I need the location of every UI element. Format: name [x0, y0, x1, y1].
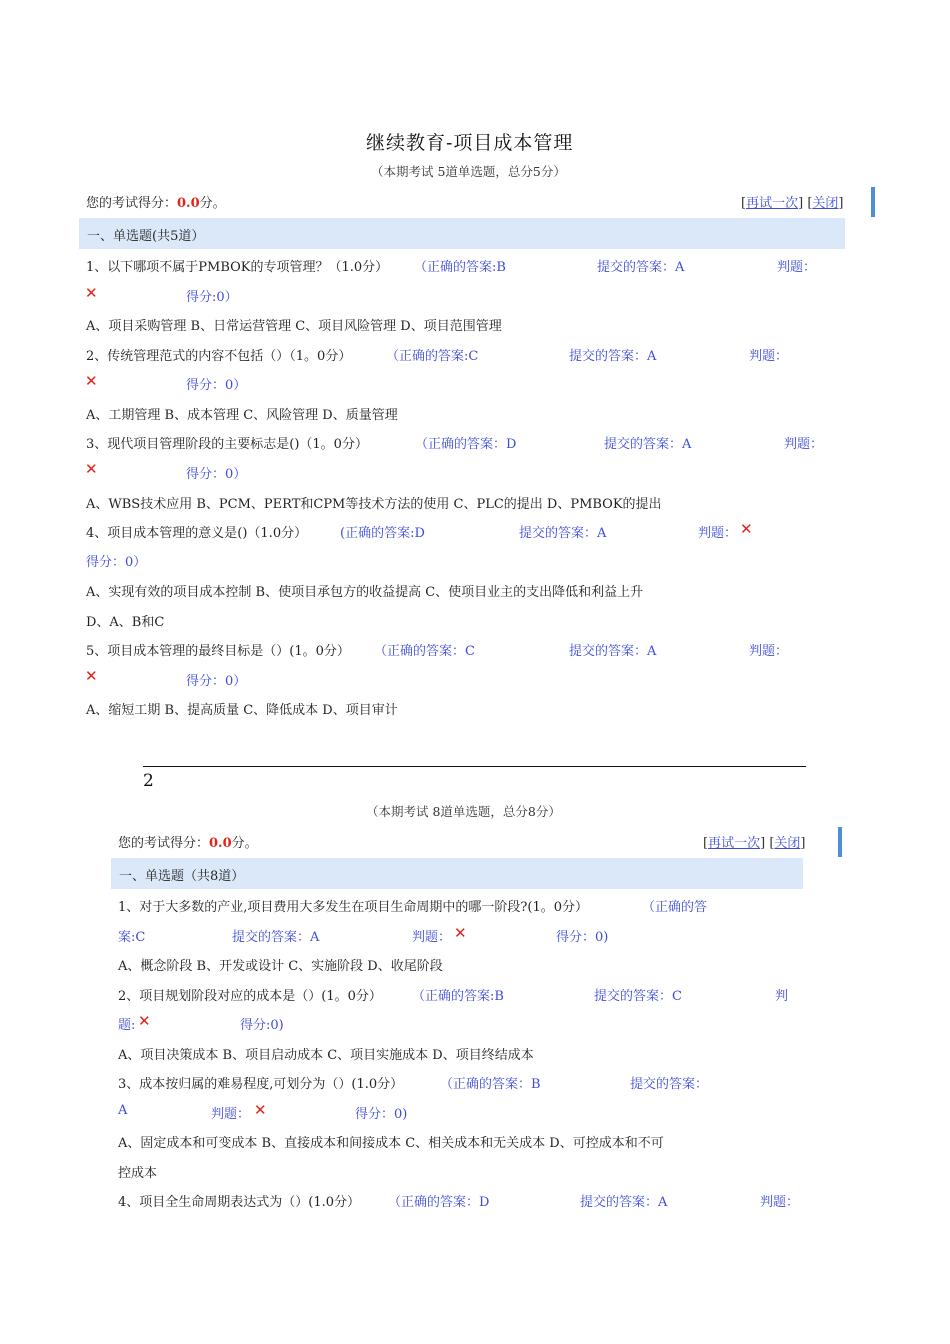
question-1: 1、对于大多数的产业,项目费用大多发生在项目生命周期中的哪一阶段?(1。0分）	[118, 900, 588, 915]
page-title: 继续教育-项目成本管理	[366, 132, 574, 154]
correct-answer: (正确的答案:D	[340, 526, 425, 541]
score-unit: 分。	[231, 836, 258, 851]
submitted-answer-continued: A	[118, 1103, 128, 1118]
cross-icon: ✕	[138, 1012, 151, 1030]
question-3: 3、成本按归属的难易程度,可划分为（）(1.0分）	[118, 1077, 404, 1092]
correct-answer: （正确的答案：D	[415, 437, 517, 452]
judge-label: 判题：	[784, 437, 824, 452]
submitted-answer: 提交的答案：A	[232, 930, 320, 945]
submitted-answer: 提交的答案：A	[580, 1195, 668, 1210]
score-value: 0.0	[177, 196, 200, 211]
question-4: 4、项目成本管理的意义是()（1.0分）	[86, 526, 308, 541]
options: A、实现有效的项目成本控制 B、使项目承包方的收益提高 C、使项目业主的支出降低和利益上升	[86, 585, 644, 600]
question-score: 得分：0）	[86, 555, 147, 570]
judge-label: 判题：	[760, 1195, 800, 1210]
correct-answer: （正确的答案:B	[414, 260, 506, 275]
close-button[interactable]: 关闭	[812, 196, 839, 211]
accent-bar	[871, 187, 875, 217]
submitted-answer: 提交的答案：A	[569, 349, 657, 364]
judge-label: 判题：	[412, 930, 452, 945]
judge-label: 判题：	[749, 349, 789, 364]
submitted-answer: 提交的答案：C	[594, 989, 682, 1004]
retry-button[interactable]: 再试一次	[708, 836, 761, 851]
options: A、项目采购管理 B、日常运营管理 C、项目风险管理 D、项目范围管理	[86, 319, 502, 334]
question-score: 得分:0）	[186, 290, 238, 305]
cross-icon: ✕	[85, 460, 98, 478]
correct-answer: （正确的答案：D	[388, 1195, 490, 1210]
correct-answer: （正确的答	[642, 900, 708, 915]
score-label: 您的考试得分：	[86, 196, 178, 211]
submitted-answer: 提交的答案：A	[569, 644, 657, 659]
exam-subtitle: （本期考试 8道单选题，总分8分）	[366, 804, 561, 819]
accent-bar	[838, 827, 842, 857]
cross-icon: ✕	[85, 667, 98, 685]
section-header-label: 一、单选题（共8道）	[119, 869, 245, 884]
options-continued: 控成本	[118, 1166, 158, 1181]
cross-icon: ✕	[740, 520, 753, 538]
correct-answer: （正确的答案：C	[374, 644, 475, 659]
score-value: 0.0	[209, 836, 232, 851]
correct-answer: （正确的答案:B	[412, 989, 504, 1004]
exam-subtitle: （本期考试 5道单选题，总分5分）	[371, 164, 566, 179]
question-score: 得分：0)	[556, 930, 609, 945]
options: A、项目决策成本 B、项目启动成本 C、项目实施成本 D、项目终结成本	[118, 1048, 534, 1063]
options: A、工期管理 B、成本管理 C、风险管理 D、质量管理	[86, 408, 398, 423]
question-5: 5、项目成本管理的最终目标是（）(1。0分）	[86, 644, 350, 659]
cross-icon: ✕	[454, 924, 467, 942]
options: A、固定成本和可变成本 B、直接成本和间接成本 C、相关成本和无关成本 D、可控成本和不可	[118, 1136, 664, 1151]
section-header	[79, 218, 845, 249]
options-continued: D、A、B和C	[86, 615, 165, 630]
action-links: [再试一次] [关闭]	[741, 196, 844, 211]
judge-label: 判题：	[777, 260, 817, 275]
question-score: 得分：0)	[355, 1107, 408, 1122]
close-button[interactable]: 关闭	[774, 836, 801, 851]
score-label: 您的考试得分：	[118, 836, 210, 851]
question-score: 得分：0）	[186, 674, 247, 689]
options: A、WBS技术应用 B、PCM、PERT和CPM等技术方法的使用 C、PLC的提出 D、PMBOK的提出	[86, 497, 662, 512]
question-score: 得分：0）	[186, 467, 247, 482]
judge-label-continued: 题:	[118, 1018, 136, 1033]
options: A、缩短工期 B、提高质量 C、降低成本 D、项目审计	[86, 703, 398, 718]
section-number: 2	[143, 771, 154, 791]
judge-label: 判题：	[211, 1107, 251, 1122]
section-header	[111, 858, 803, 889]
submitted-answer: 提交的答案：A	[597, 260, 685, 275]
cross-icon: ✕	[85, 372, 98, 390]
correct-answer-continued: 案:C	[118, 930, 146, 945]
cross-icon: ✕	[85, 284, 98, 302]
question-2: 2、项目规划阶段对应的成本是（）(1。0分）	[118, 989, 382, 1004]
submitted-answer: 提交的答案：	[630, 1077, 709, 1092]
retry-button[interactable]: 再试一次	[746, 196, 799, 211]
section-divider	[143, 766, 806, 767]
cross-icon: ✕	[254, 1101, 267, 1119]
judge-label: 判题：	[749, 644, 789, 659]
judge-label: 判题：	[698, 526, 738, 541]
exam-score	[118, 832, 258, 851]
question-1: 1、以下哪项不属于PMBOK的专项管理？（1.0分）	[86, 260, 389, 275]
action-links: [再试一次] [关闭]	[703, 836, 806, 851]
correct-answer: （正确的答案:C	[386, 349, 479, 364]
options: A、概念阶段 B、开发或设计 C、实施阶段 D、收尾阶段	[118, 959, 443, 974]
submitted-answer: 提交的答案：A	[519, 526, 607, 541]
question-score: 得分:0)	[240, 1018, 284, 1033]
submitted-answer: 提交的答案：A	[604, 437, 692, 452]
score-unit: 分。	[199, 196, 226, 211]
question-score: 得分：0）	[186, 378, 247, 393]
exam-score	[86, 192, 226, 211]
question-2: 2、传统管理范式的内容不包括（）（1。0分）	[86, 349, 352, 364]
correct-answer: （正确的答案：B	[440, 1077, 541, 1092]
section-header-label: 一、单选题(共5道）	[87, 229, 205, 244]
judge-label: 判	[775, 989, 789, 1004]
question-3: 3、现代项目管理阶段的主要标志是()（1。0分）	[86, 437, 368, 452]
question-4: 4、项目全生命周期表达式为（）(1.0分）	[118, 1195, 361, 1210]
